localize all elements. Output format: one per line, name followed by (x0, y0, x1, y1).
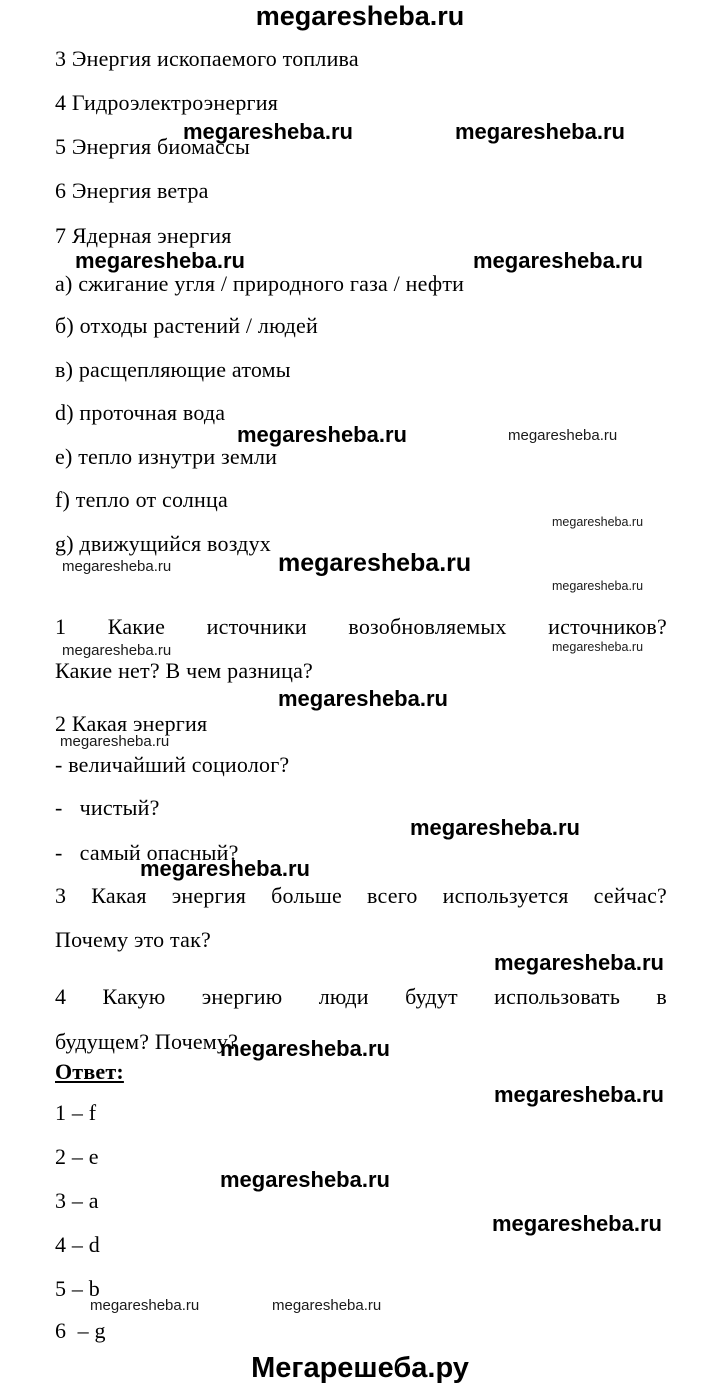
text-line: Какие нет? В чем разница? (55, 658, 314, 683)
watermark: megaresheba.ru (492, 1211, 662, 1236)
watermark: megaresheba.ru (237, 422, 407, 447)
text-line: f) тепло от солнца (55, 487, 228, 512)
text-line: 2 Какая энергия (55, 711, 208, 736)
watermark: megaresheba.ru (552, 640, 644, 654)
text-line: 5 Энергия биомассы (55, 134, 250, 159)
text-line: d) проточная вода (55, 400, 226, 425)
text-line: - величайший социолог? (55, 752, 290, 777)
text-line: 3 Какая энергия больше всего используется сейчас? (55, 883, 667, 908)
text-line: - чистый? (55, 795, 160, 820)
text-line: Почему это так? (55, 927, 211, 952)
text-line: 7 Ядерная энергия (55, 223, 232, 248)
text-line: 4 Какую энергию люди будут использовать в (55, 984, 667, 1009)
text-line: е) тепло изнутри земли (55, 444, 278, 469)
text-line: 4 Гидроэлектроэнергия (55, 90, 279, 115)
text-line: 6 Энергия ветра (55, 178, 209, 203)
watermark: megaresheba.ru (508, 427, 618, 444)
text-line: будущем? Почему? (55, 1029, 239, 1054)
watermark: megaresheba.ru (220, 1036, 390, 1061)
answer-line: 2 – e (55, 1144, 99, 1169)
answer-line: 5 – b (55, 1276, 100, 1301)
answer-line: 1 – f (55, 1100, 97, 1125)
watermark: megaresheba.ru (473, 248, 643, 273)
text-line: 1 Какие источники возобновляемых источников? (55, 614, 667, 639)
watermark: megaresheba.ru (60, 733, 170, 750)
text-line: - самый опасный? (55, 840, 239, 865)
text-line: б) отходы растений / людей (55, 313, 318, 338)
watermark: megaresheba.ru (220, 1167, 390, 1192)
watermark: megaresheba.ru (272, 1297, 382, 1314)
watermark: megaresheba.ru (552, 579, 644, 593)
watermark: megaresheba.ru (455, 119, 625, 144)
answer-line: 4 – d (55, 1232, 100, 1257)
answer-line: 6 – g (55, 1318, 106, 1343)
text-line: а) сжигание угля / природного газа / нефти (55, 271, 465, 296)
text-line: в) расщепляющие атомы (55, 357, 291, 382)
watermark: megaresheba.ru (494, 950, 664, 975)
answer-heading: Ответ: (55, 1059, 124, 1084)
watermark: megaresheba.ru (62, 558, 172, 575)
watermark: megaresheba.ru (278, 686, 448, 711)
watermark: megaresheba.ru (410, 815, 580, 840)
watermark: megaresheba.ru (278, 549, 472, 577)
watermark: megaresheba.ru (494, 1082, 664, 1107)
watermark: megaresheba.ru (90, 1297, 200, 1314)
watermark: megaresheba.ru (62, 642, 172, 659)
text-line: g) движущийся воздух (55, 531, 271, 556)
watermark: megaresheba.ru (552, 515, 644, 529)
watermark: megaresheba.ru (140, 856, 310, 881)
text-line: 3 Энергия ископаемого топлива (55, 46, 359, 71)
footer-brand: Мегарешеба.ру (251, 1352, 469, 1384)
header-watermark: megaresheba.ru (255, 1, 465, 31)
watermark: megaresheba.ru (183, 119, 353, 144)
watermark: megaresheba.ru (75, 248, 245, 273)
answer-line: 3 – a (55, 1188, 99, 1213)
